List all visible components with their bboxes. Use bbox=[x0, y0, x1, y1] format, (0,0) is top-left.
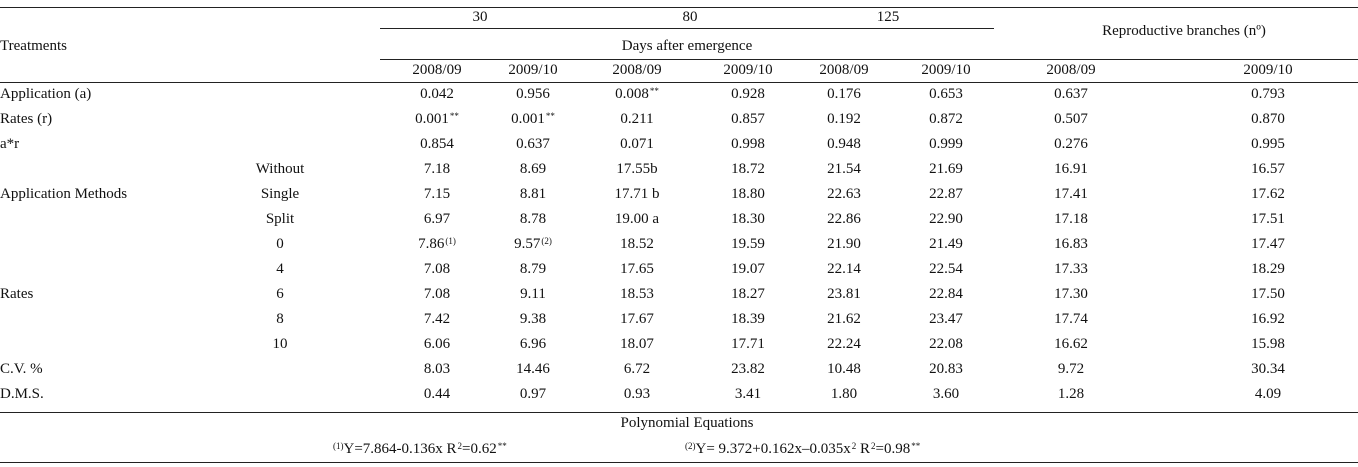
table-cell bbox=[1213, 360, 1323, 378]
cell-value: 0.998 bbox=[731, 136, 765, 152]
row-label: Rates bbox=[0, 286, 34, 302]
table-cell bbox=[582, 235, 692, 253]
cell-value: 21.49 bbox=[929, 236, 963, 252]
table-cell bbox=[1016, 110, 1126, 128]
cell-superscript: ** bbox=[649, 86, 659, 96]
cell-superscript: ** bbox=[449, 111, 459, 121]
cell-value: 19.00 a bbox=[614, 211, 660, 227]
table-cell bbox=[1213, 110, 1323, 128]
cell-value: 0.870 bbox=[1251, 111, 1285, 127]
cell-value: 9.57 bbox=[514, 236, 541, 252]
table-cell bbox=[891, 85, 1001, 103]
table-cell bbox=[478, 160, 588, 178]
cell-value: 22.84 bbox=[929, 286, 963, 302]
cell-value: 17.55b bbox=[616, 161, 658, 177]
cell-value: 0.211 bbox=[620, 111, 654, 127]
table-cell bbox=[382, 235, 492, 253]
cell-value: 22.86 bbox=[827, 211, 861, 227]
table-cell bbox=[582, 110, 692, 128]
table-cell bbox=[382, 310, 492, 328]
cell-value: 16.57 bbox=[1251, 161, 1285, 177]
row-label: D.M.S. bbox=[0, 386, 44, 402]
row-label: Application (a) bbox=[0, 86, 92, 102]
table-cell bbox=[891, 310, 1001, 328]
days-after-emergence-header: Days after emergence bbox=[621, 38, 753, 54]
table-cell bbox=[1016, 385, 1126, 403]
cell-value: 0.653 bbox=[929, 86, 963, 102]
cell-value: 0.857 bbox=[731, 111, 765, 127]
row-sublabel: 6 bbox=[276, 286, 284, 302]
table-cell bbox=[478, 135, 588, 153]
cell-value: 21.69 bbox=[929, 161, 963, 177]
table-cell bbox=[789, 310, 899, 328]
cell-value: 18.30 bbox=[731, 211, 765, 227]
cell-value: 3.60 bbox=[932, 386, 960, 402]
table-cell bbox=[478, 385, 588, 403]
table-cell bbox=[789, 185, 899, 203]
table-cell bbox=[1016, 335, 1126, 353]
year-header-cell: 2009/10 bbox=[921, 62, 971, 78]
table-cell bbox=[891, 160, 1001, 178]
row-sublabel: 4 bbox=[276, 261, 284, 277]
table-cell bbox=[891, 135, 1001, 153]
table-cell bbox=[891, 210, 1001, 228]
cell-value: 18.52 bbox=[620, 236, 654, 252]
polynomial-equations-title: Polynomial Equations bbox=[620, 415, 754, 431]
cell-value: 18.72 bbox=[731, 161, 765, 177]
table-cell bbox=[582, 185, 692, 203]
row-label: C.V. % bbox=[0, 361, 43, 377]
table-cell bbox=[582, 310, 692, 328]
table-cell bbox=[693, 360, 803, 378]
cell-value: 16.92 bbox=[1251, 311, 1285, 327]
table-cell bbox=[1016, 185, 1126, 203]
cell-value: 4.09 bbox=[1254, 386, 1282, 402]
table-cell bbox=[1016, 210, 1126, 228]
cell-value: 7.42 bbox=[423, 311, 451, 327]
table-cell bbox=[789, 135, 899, 153]
table-cell bbox=[1016, 135, 1126, 153]
table-cell bbox=[891, 235, 1001, 253]
cell-value: 9.11 bbox=[520, 286, 546, 302]
table-cell bbox=[1016, 360, 1126, 378]
table-cell bbox=[382, 210, 492, 228]
cell-value: 18.53 bbox=[620, 286, 654, 302]
cell-value: 8.81 bbox=[519, 186, 547, 202]
table-cell bbox=[478, 235, 588, 253]
table-cell bbox=[1213, 135, 1323, 153]
table-cell bbox=[478, 285, 588, 303]
cell-value: 8.79 bbox=[519, 261, 547, 277]
table-cell bbox=[891, 360, 1001, 378]
day-125-header: 125 bbox=[876, 9, 900, 25]
table-cell bbox=[478, 310, 588, 328]
table-cell bbox=[789, 210, 899, 228]
table-cell bbox=[582, 335, 692, 353]
table-cell bbox=[382, 185, 492, 203]
table-cell bbox=[382, 160, 492, 178]
table-cell bbox=[382, 385, 492, 403]
table-cell bbox=[382, 285, 492, 303]
cell-value: 17.41 bbox=[1054, 186, 1088, 202]
cell-value: 0.507 bbox=[1054, 111, 1088, 127]
table-cell bbox=[478, 85, 588, 103]
cell-value: 10.48 bbox=[827, 361, 861, 377]
body-bottom-rule bbox=[0, 412, 1358, 413]
table-cell bbox=[478, 110, 588, 128]
table-cell bbox=[1016, 235, 1126, 253]
cell-value: 0.637 bbox=[1054, 86, 1088, 102]
cell-value: 18.29 bbox=[1251, 261, 1285, 277]
row-label: Rates (r) bbox=[0, 111, 53, 127]
table-cell bbox=[478, 185, 588, 203]
row-sublabel: 8 bbox=[276, 311, 284, 327]
cell-value: 17.51 bbox=[1251, 211, 1285, 227]
cell-value: 8.03 bbox=[423, 361, 451, 377]
table-cell bbox=[789, 285, 899, 303]
cell-value: 8.78 bbox=[519, 211, 547, 227]
header-bottom-rule bbox=[0, 82, 1358, 83]
table-cell bbox=[478, 210, 588, 228]
cell-value: 17.67 bbox=[620, 311, 654, 327]
cell-value: 0.995 bbox=[1251, 136, 1285, 152]
table-cell bbox=[382, 360, 492, 378]
cell-value: 7.15 bbox=[423, 186, 451, 202]
cell-value: 17.50 bbox=[1251, 286, 1285, 302]
row-label: Application Methods bbox=[0, 186, 128, 202]
table-cell bbox=[891, 110, 1001, 128]
cell-value: 21.62 bbox=[827, 311, 861, 327]
table-cell bbox=[693, 110, 803, 128]
cell-value: 0.44 bbox=[423, 386, 451, 402]
cell-value: 18.39 bbox=[731, 311, 765, 327]
cell-value: 17.33 bbox=[1054, 261, 1088, 277]
table-cell bbox=[789, 160, 899, 178]
cell-value: 16.91 bbox=[1054, 161, 1088, 177]
cell-value: 17.30 bbox=[1054, 286, 1088, 302]
table-cell bbox=[382, 335, 492, 353]
table-cell bbox=[891, 285, 1001, 303]
row-sublabel: Without bbox=[255, 161, 305, 177]
year-header-cell: 2009/10 bbox=[723, 62, 773, 78]
cell-value: 7.86 bbox=[418, 236, 445, 252]
cell-value: 18.07 bbox=[620, 336, 654, 352]
table-cell bbox=[891, 385, 1001, 403]
cell-value: 16.83 bbox=[1054, 236, 1088, 252]
cell-value: 21.54 bbox=[827, 161, 861, 177]
table-cell bbox=[789, 235, 899, 253]
table-cell bbox=[582, 210, 692, 228]
cell-value: 9.38 bbox=[519, 311, 547, 327]
table-cell bbox=[693, 185, 803, 203]
table-cell bbox=[891, 335, 1001, 353]
table-cell bbox=[693, 335, 803, 353]
table-cell bbox=[1213, 385, 1323, 403]
cell-value: 23.82 bbox=[731, 361, 765, 377]
bottom-rule bbox=[0, 462, 1358, 463]
cell-value: 22.63 bbox=[827, 186, 861, 202]
table-cell bbox=[478, 335, 588, 353]
cell-value: 0.97 bbox=[519, 386, 547, 402]
cell-value: 19.07 bbox=[731, 261, 765, 277]
table-cell bbox=[382, 135, 492, 153]
table-cell bbox=[382, 110, 492, 128]
cell-value: 30.34 bbox=[1251, 361, 1285, 377]
cell-value: 0.192 bbox=[827, 111, 861, 127]
table-cell bbox=[1016, 260, 1126, 278]
table-cell bbox=[582, 160, 692, 178]
cell-superscript: (2) bbox=[541, 236, 552, 246]
year-header-cell: 2008/09 bbox=[1046, 62, 1096, 78]
table-cell bbox=[789, 260, 899, 278]
table-cell bbox=[693, 385, 803, 403]
table-cell bbox=[382, 260, 492, 278]
cell-superscript: (1) bbox=[445, 236, 456, 246]
cell-value: 7.08 bbox=[423, 261, 451, 277]
cell-value: 1.28 bbox=[1057, 386, 1085, 402]
table-cell bbox=[582, 85, 692, 103]
table-cell bbox=[582, 260, 692, 278]
cell-value: 22.14 bbox=[827, 261, 861, 277]
cell-value: 1.80 bbox=[830, 386, 858, 402]
cell-value: 0.872 bbox=[929, 111, 963, 127]
cell-value: 0.001 bbox=[415, 111, 449, 127]
cell-value: 22.90 bbox=[929, 211, 963, 227]
cell-value: 0.008 bbox=[615, 86, 649, 102]
table-cell bbox=[1213, 185, 1323, 203]
table-cell bbox=[1016, 310, 1126, 328]
cell-value: 14.46 bbox=[516, 361, 550, 377]
cell-value: 0.276 bbox=[1054, 136, 1088, 152]
cell-value: 0.637 bbox=[516, 136, 550, 152]
cell-value: 0.176 bbox=[827, 86, 861, 102]
table-cell bbox=[693, 210, 803, 228]
cell-value: 0.999 bbox=[929, 136, 963, 152]
table-cell bbox=[693, 235, 803, 253]
table-cell bbox=[1016, 285, 1126, 303]
table-cell bbox=[1213, 310, 1323, 328]
table-cell bbox=[382, 85, 492, 103]
days-rule bbox=[380, 28, 994, 29]
cell-value: 22.24 bbox=[827, 336, 861, 352]
day-30-header: 30 bbox=[472, 9, 488, 25]
cell-value: 0.042 bbox=[420, 86, 454, 102]
equation-1: $^{(1)}$Y=7.864-0.136x $R^2=0.62^{**}$ bbox=[333, 441, 507, 457]
year-header-cell: 2008/09 bbox=[412, 62, 462, 78]
cell-value: 20.83 bbox=[929, 361, 963, 377]
table-cell bbox=[1213, 85, 1323, 103]
cell-value: 18.27 bbox=[731, 286, 765, 302]
table-cell bbox=[789, 335, 899, 353]
table-cell bbox=[891, 260, 1001, 278]
table-cell bbox=[1016, 85, 1126, 103]
table-cell bbox=[478, 360, 588, 378]
table-cell bbox=[582, 360, 692, 378]
cell-value: 0.93 bbox=[623, 386, 651, 402]
cell-value: 17.47 bbox=[1251, 236, 1285, 252]
table-cell bbox=[693, 285, 803, 303]
cell-value: 17.18 bbox=[1054, 211, 1088, 227]
table-cell bbox=[582, 385, 692, 403]
table-cell bbox=[1016, 160, 1126, 178]
table-cell bbox=[1213, 285, 1323, 303]
cell-value: 17.62 bbox=[1251, 186, 1285, 202]
cell-value: 22.54 bbox=[929, 261, 963, 277]
equation-2: $^{(2)}Y= 9.372+0.162x-0.035x^2$ $R^2=0.98^{**}$ bbox=[685, 441, 921, 457]
cell-value: 17.74 bbox=[1054, 311, 1088, 327]
cell-value: 3.41 bbox=[734, 386, 762, 402]
cell-value: 21.90 bbox=[827, 236, 861, 252]
table-cell bbox=[789, 385, 899, 403]
cell-value: 0.928 bbox=[731, 86, 765, 102]
cell-value: 16.62 bbox=[1054, 336, 1088, 352]
table-cell bbox=[789, 110, 899, 128]
row-sublabel: 0 bbox=[276, 236, 284, 252]
cell-value: 6.97 bbox=[423, 211, 451, 227]
cell-value: 23.81 bbox=[827, 286, 861, 302]
cell-value: 0.793 bbox=[1251, 86, 1285, 102]
cell-value: 0.948 bbox=[827, 136, 861, 152]
table-cell bbox=[693, 135, 803, 153]
year-header-cell: 2008/09 bbox=[612, 62, 662, 78]
cell-value: 6.72 bbox=[623, 361, 651, 377]
cell-value: 0.071 bbox=[620, 136, 654, 152]
table-cell bbox=[478, 260, 588, 278]
row-sublabel: Single bbox=[260, 186, 300, 202]
table-cell bbox=[789, 85, 899, 103]
table-cell bbox=[1213, 335, 1323, 353]
cell-value: 19.59 bbox=[731, 236, 765, 252]
cell-value: 22.87 bbox=[929, 186, 963, 202]
treatments-header: Treatments bbox=[0, 38, 67, 54]
table-cell bbox=[1213, 260, 1323, 278]
cell-value: 0.001 bbox=[511, 111, 545, 127]
cell-value: 23.47 bbox=[929, 311, 963, 327]
cell-value: 17.71 b bbox=[614, 186, 660, 202]
cell-value: 22.08 bbox=[929, 336, 963, 352]
reproductive-branches-header: Reproductive branches (nº) bbox=[1102, 23, 1266, 39]
table-cell bbox=[693, 260, 803, 278]
cell-value: 6.96 bbox=[519, 336, 547, 352]
cell-superscript: ** bbox=[545, 111, 555, 121]
row-sublabel: Split bbox=[265, 211, 295, 227]
table-cell bbox=[891, 185, 1001, 203]
year-header-cell: 2009/10 bbox=[1243, 62, 1293, 78]
cell-value: 7.08 bbox=[423, 286, 451, 302]
cell-value: 17.71 bbox=[731, 336, 765, 352]
table-cell bbox=[693, 160, 803, 178]
cell-value: 6.06 bbox=[423, 336, 451, 352]
table-cell bbox=[693, 85, 803, 103]
table-cell bbox=[1213, 210, 1323, 228]
year-header-cell: 2009/10 bbox=[508, 62, 558, 78]
cell-value: 8.69 bbox=[519, 161, 547, 177]
cell-value: 0.956 bbox=[516, 86, 550, 102]
subheader-rule bbox=[380, 59, 1358, 60]
table-cell bbox=[693, 310, 803, 328]
cell-value: 7.18 bbox=[423, 161, 451, 177]
table-cell bbox=[582, 285, 692, 303]
row-label: a*r bbox=[0, 136, 20, 152]
table-cell bbox=[789, 360, 899, 378]
row-sublabel: 10 bbox=[272, 336, 288, 352]
table-cell bbox=[1213, 160, 1323, 178]
table-cell bbox=[1213, 235, 1323, 253]
cell-value: 0.854 bbox=[420, 136, 454, 152]
table-cell bbox=[582, 135, 692, 153]
cell-value: 15.98 bbox=[1251, 336, 1285, 352]
cell-value: 18.80 bbox=[731, 186, 765, 202]
cell-value: 17.65 bbox=[620, 261, 654, 277]
cell-value: 9.72 bbox=[1057, 361, 1085, 377]
year-header-cell: 2008/09 bbox=[819, 62, 869, 78]
day-80-header: 80 bbox=[682, 9, 698, 25]
